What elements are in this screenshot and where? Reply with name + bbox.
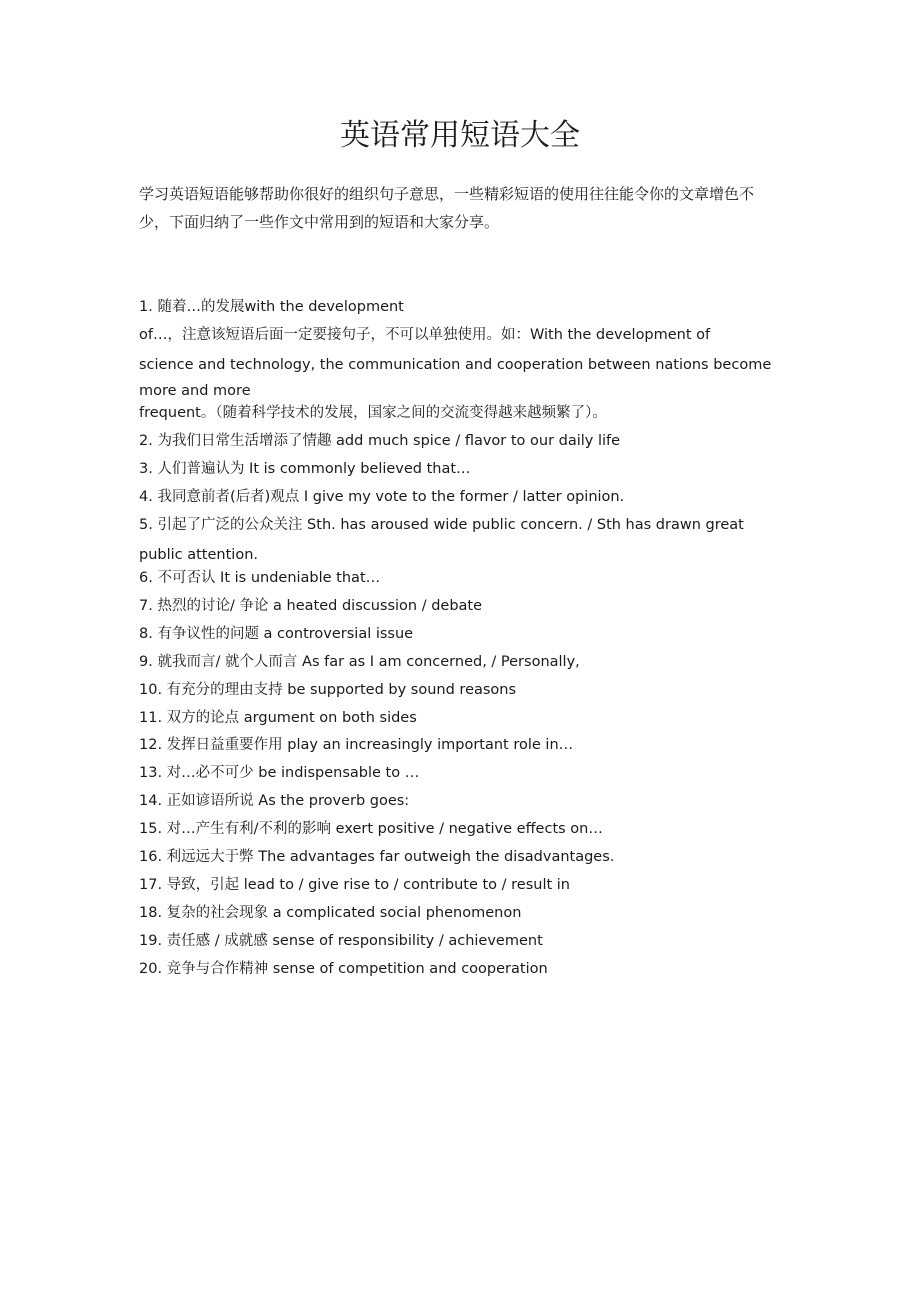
- phrase-line: of…，注意该短语后面一定要接句子，不可以单独使用。如：With the development of: [139, 327, 711, 343]
- phrase-line: 10. 有充分的理由支持 be supported by sound reasons: [139, 682, 517, 698]
- phrase-line: 12. 发挥日益重要作用 play an increasingly important role in…: [139, 737, 574, 753]
- phrase-line: 19. 责任感 / 成就感 sense of responsibility / achievement: [139, 933, 543, 949]
- phrase-line: 8. 有争议性的问题 a controversial issue: [139, 626, 414, 642]
- phrase-line: public attention.: [139, 547, 258, 563]
- phrase-line: 15. 对…产生有利/不利的影响 exert positive / negative effects on…: [139, 821, 603, 837]
- phrase-line: 18. 复杂的社会现象 a complicated social phenomenon: [139, 905, 522, 921]
- phrase-line: science and technology, the communication and cooperation between nations become: [139, 357, 772, 373]
- phrase-line: 9. 就我而言/ 就个人而言 As far as I am concerned, / Personally,: [139, 654, 580, 670]
- phrase-line: 4. 我同意前者(后者)观点 I give my vote to the former / latter opinion.: [139, 489, 625, 505]
- phrase-line: 6. 不可否认 It is undeniable that…: [139, 570, 381, 586]
- phrase-line: more and more: [139, 383, 251, 399]
- phrase-line: 11. 双方的论点 argument on both sides: [139, 710, 417, 726]
- phrase-line: 14. 正如谚语所说 As the proverb goes:: [139, 793, 410, 809]
- intro-paragraph: 学习英语短语能够帮助你很好的组织句子意思，一些精彩短语的使用往往能令你的文章增色不少，下面归纳了一些作文中常用到的短语和大家分享。: [139, 185, 755, 231]
- phrase-line: 5. 引起了广泛的公众关注 Sth. has aroused wide public concern. / Sth has drawn great: [139, 517, 744, 533]
- phrase-line: 2. 为我们日常生活增添了情趣 add much spice / flavor to our daily life: [139, 433, 621, 449]
- phrase-line: 13. 对…必不可少 be indispensable to …: [139, 765, 420, 781]
- phrase-line: 16. 利远远大于弊 The advantages far outweigh the disadvantages.: [139, 849, 615, 865]
- phrase-line: frequent。（随着科学技术的发展，国家之间的交流变得越来越频繁了）。: [139, 405, 607, 421]
- phrase-line: 1. 随着…的发展with the development: [139, 299, 404, 315]
- phrase-line: 20. 竞争与合作精神 sense of competition and cooperation: [139, 961, 548, 977]
- phrase-line: 7. 热烈的讨论/ 争论 a heated discussion / debate: [139, 598, 483, 614]
- phrase-line: 3. 人们普遍认为 It is commonly believed that…: [139, 461, 471, 477]
- page-title: 英语常用短语大全: [340, 118, 580, 153]
- phrase-line: 17. 导致，引起 lead to / give rise to / contribute to / result in: [139, 877, 570, 893]
